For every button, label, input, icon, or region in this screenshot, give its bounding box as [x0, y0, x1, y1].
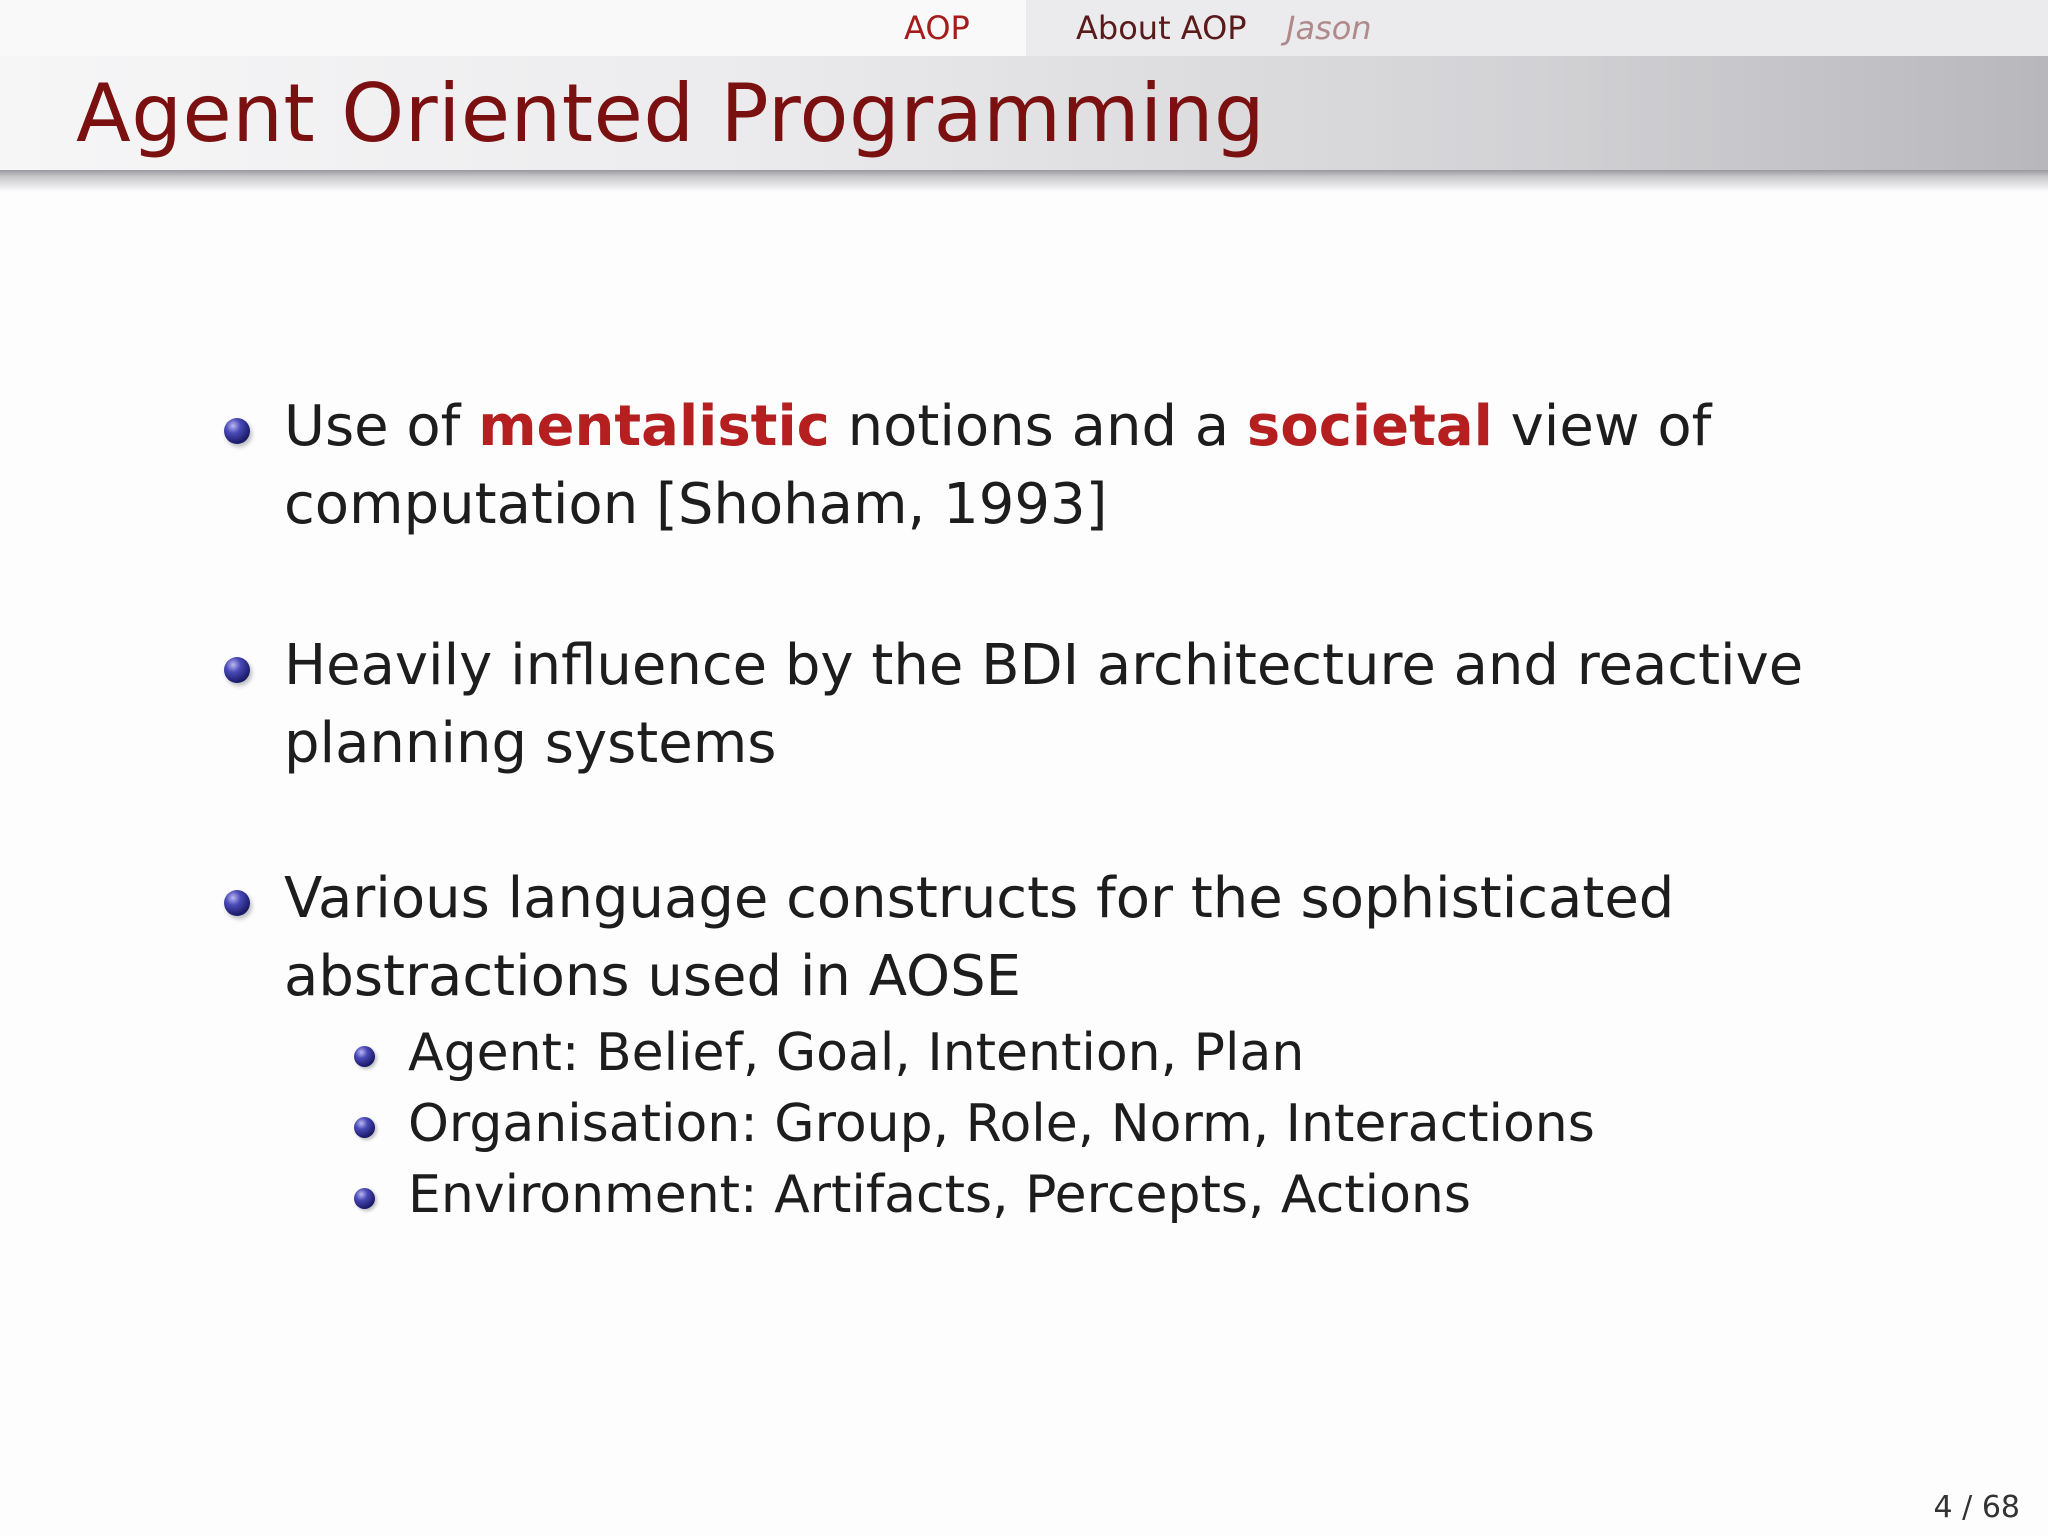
sub-bullet-icon: [354, 1117, 375, 1138]
sub-bullet-icon: [354, 1188, 375, 1209]
emphasis-societal: societal: [1246, 394, 1493, 459]
sub-bullet-icon: [354, 1046, 375, 1067]
frame-title: Agent Oriented Programming: [76, 67, 1266, 160]
sub-list-item-agent: Agent: Belief, Goal, Intention, Plan: [408, 1023, 1305, 1083]
text-fragment: notions and a: [829, 394, 1247, 459]
bullet-icon: [224, 657, 250, 683]
list-item-line: computation [Shoham, 1993]: [284, 472, 1108, 537]
list-item-line: planning systems: [284, 711, 777, 776]
list-item-line: Heavily influence by the BDI architecture and reactive: [284, 633, 1804, 698]
section-navigation-bar: [0, 0, 2048, 56]
text-fragment: Use of: [284, 394, 479, 459]
list-item-line: abstractions used in AOSE: [284, 944, 1022, 1009]
title-bar-shadow: [0, 170, 2048, 192]
list-item-mentalistic: [284, 388, 1711, 544]
list-item-line: [284, 388, 1711, 466]
list-item-bdi: [284, 627, 1803, 783]
nav-section-aop[interactable]: AOP: [904, 9, 970, 47]
bullet-icon: [224, 418, 250, 444]
text-fragment: view of: [1492, 394, 1712, 459]
sub-list-item-organisation: Organisation: Group, Role, Norm, Interactions: [408, 1094, 1595, 1154]
emphasis-mentalistic: mentalistic: [478, 394, 830, 459]
list-item-line: Various language constructs for the sophisticated: [284, 866, 1675, 931]
sub-list-item-environment: Environment: Artifacts, Percepts, Actions: [408, 1165, 1471, 1225]
list-item-language-constructs: [284, 860, 1674, 1016]
nav-subsection-about-aop[interactable]: About AOP: [1076, 9, 1247, 47]
bullet-icon: [224, 890, 250, 916]
page-number: 4 / 68: [1933, 1490, 2020, 1525]
nav-active-section-background: [0, 0, 1026, 56]
nav-section-jason[interactable]: Jason: [1286, 9, 1372, 47]
